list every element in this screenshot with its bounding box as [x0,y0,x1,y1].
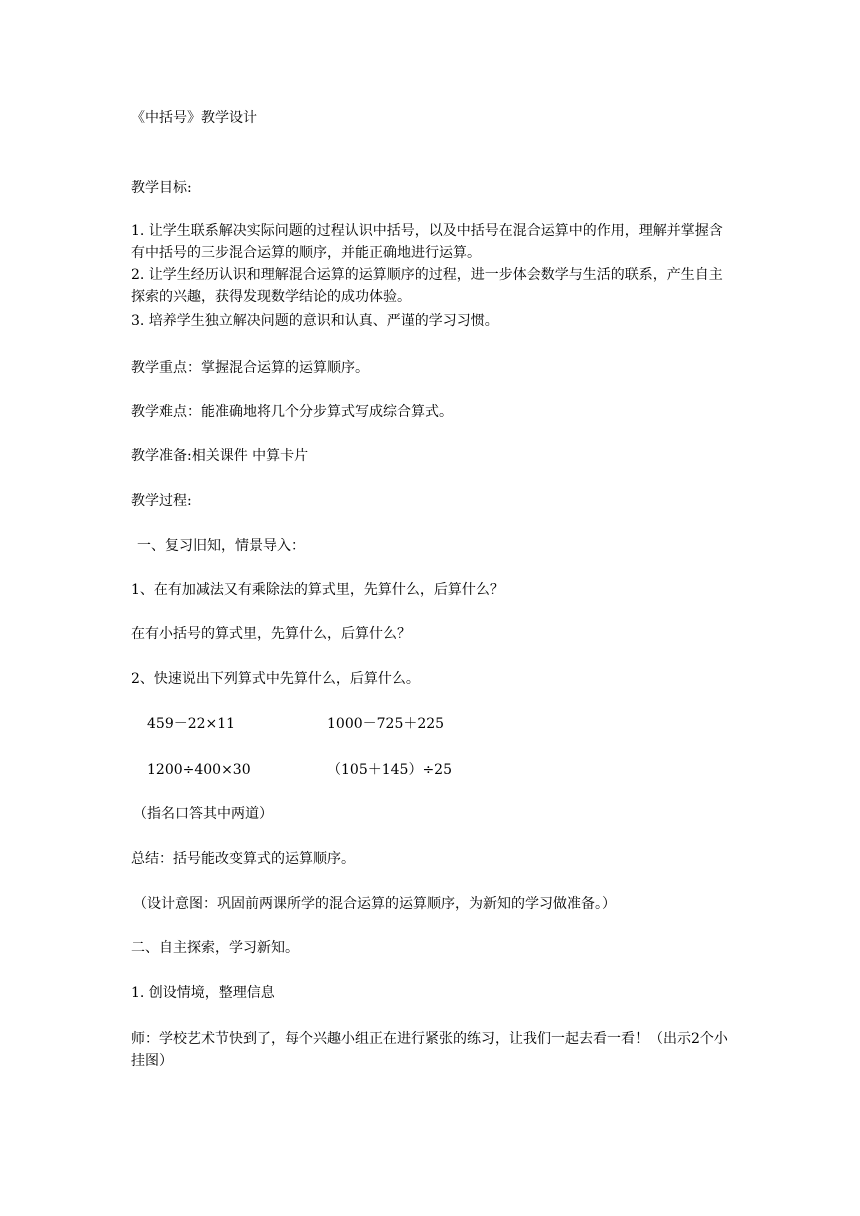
difficulty: 教学难点：能准确地将几个分步算式写成综合算式。 [131,404,453,420]
objectives-heading: 教学目标: [131,180,192,196]
key-point: 教学重点：掌握混合运算的运算顺序。 [131,360,369,376]
answer-note: （指名口答其中两道） [133,806,273,822]
summary: 总结：括号能改变算式的运算顺序。 [131,851,355,867]
exercise-2: 1000－725＋225 [327,716,445,732]
document-title: 《中括号》教学设计 [131,110,257,126]
section1-heading: 一、复习旧知，情景导入： [137,538,305,554]
step-1: 1. 创设情境，整理信息 [131,985,275,1001]
process-heading: 教学过程: [131,493,192,509]
objective-3: 3. 培养学生独立解决问题的意识和认真、严谨的学习习惯。 [131,313,499,329]
exercise-3: 1200÷400×30 [147,762,251,778]
exercise-1: 459－22×11 [147,716,236,732]
preparation: 教学准备:相关课件 中算卡片 [131,448,309,464]
teacher-intro: 师：学校艺术节快到了，每个兴趣小组正在进行紧张的练习，让我们一起去看一看！（出示2个小挂图） [131,1031,728,1069]
objective-1: 1. 让学生联系解决实际问题的过程认识中括号，以及中括号在混合运算中的作用，理解并掌握含有中括号的三步混合运算的顺序，并能正确地进行运算。 [131,223,723,261]
objective-2: 2. 让学生经历认识和理解混合运算的运算顺序的过程，进一步体会数学与生活的联系，产生自主探索的兴趣，获得发现数学结论的成功体验。 [131,267,723,305]
question-1b: 在有小括号的算式里，先算什么，后算什么？ [131,626,411,642]
section2-heading: 二、自主探索，学习新知。 [131,940,299,956]
design-intent: （设计意图：巩固前两课所学的混合运算的运算顺序，为新知的学习做准备。） [133,896,616,912]
question-1: 1、在有加减法又有乘除法的算式里，先算什么，后算什么？ [131,582,504,598]
question-2: 2、快速说出下列算式中先算什么，后算什么。 [131,671,420,687]
exercise-4: （105＋145）÷25 [327,762,452,778]
